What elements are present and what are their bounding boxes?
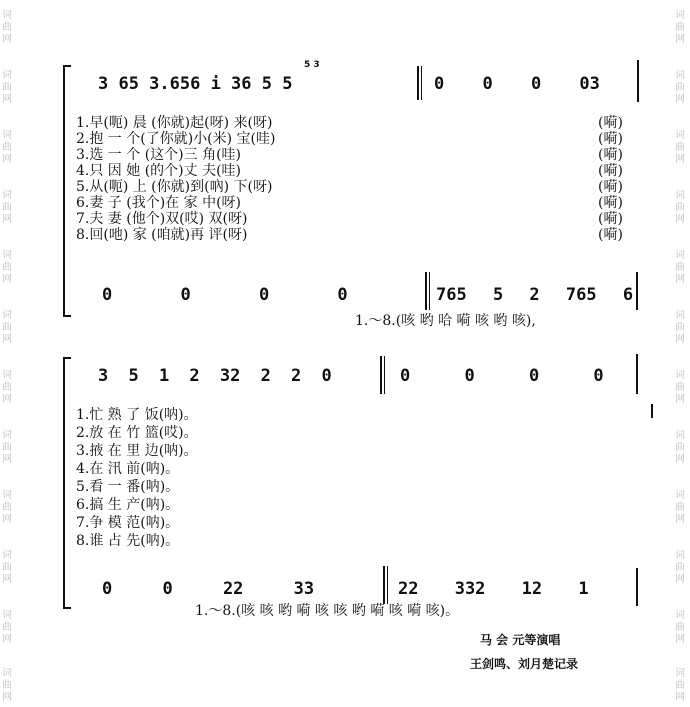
lyric-text: 搞 生 产(呐)。: [89, 497, 180, 513]
lyric-line: [76, 116, 272, 131]
verse-number: 2.: [76, 425, 90, 441]
verse-number: 5.: [76, 179, 90, 195]
watermark-right: 词曲网: [675, 310, 685, 345]
lyric-text: 争 模 范(呐)。: [89, 515, 180, 531]
lyric-line: [76, 228, 247, 243]
barline: [387, 566, 388, 604]
melody-line: 3 5 1 2 32 2 2 0: [98, 366, 332, 386]
verse-number: 3.: [76, 443, 90, 459]
verse-number: 4.: [76, 163, 90, 179]
watermark-right: 词曲网: [675, 10, 685, 45]
watermark-left: 词曲网: [2, 70, 12, 105]
lyric-text: 掖 在 里 边(呐)。: [89, 443, 198, 459]
lyric-text: 早(呃) 晨 (你就)起(呀) 来(呀): [89, 115, 273, 131]
watermark-right: 词曲网: [675, 668, 685, 703]
verse-number: 1.: [76, 115, 90, 131]
lyric-line: [76, 426, 198, 441]
watermark-left: 词曲网: [2, 668, 12, 703]
lyric-tail: (嗬): [598, 179, 623, 195]
chorus-melody: 0 0 22 33: [102, 579, 315, 599]
barline: [637, 60, 639, 102]
grace-note: 5 3: [304, 60, 320, 70]
lyric-tail: (嗬): [598, 227, 623, 243]
barline: [380, 356, 382, 394]
lyric-tail: (嗬): [598, 115, 623, 131]
lyric-line: [76, 480, 179, 495]
recorder-credit: 王剑鸣、刘月楚记录: [470, 657, 579, 671]
melody-line: 3 65 3.656 i 36 5 5: [98, 74, 293, 94]
barline: [383, 566, 385, 604]
watermark-right: 词曲网: [675, 490, 685, 525]
verse-number: 8.: [76, 227, 90, 243]
verse-number: 7.: [76, 515, 90, 531]
barline: [636, 272, 638, 310]
verse-number: 8.: [76, 533, 90, 549]
watermark-right: 词曲网: [675, 550, 685, 585]
barline: [429, 272, 430, 310]
singer-credit: 马 会 元等演唱: [480, 633, 561, 647]
watermark-left: 词曲网: [2, 190, 12, 225]
lyric-tail: (嗬): [598, 195, 623, 211]
system-bracket: [63, 65, 71, 317]
verse-number: 6.: [76, 195, 90, 211]
watermark-right: 词曲网: [675, 250, 685, 285]
lyric-text: 抱 一 个(了你就)小(米) 宝(哇): [89, 131, 276, 147]
watermark-right: 词曲网: [675, 70, 685, 105]
watermark-left: 词曲网: [2, 430, 12, 465]
watermark-right: 词曲网: [675, 370, 685, 405]
lyric-text: 从(呃) 上 (你就)到(吶) 下(呀): [89, 179, 273, 195]
watermark-left: 词曲网: [2, 130, 12, 165]
system-bracket: [63, 357, 71, 609]
watermark-left: 词曲网: [2, 10, 12, 45]
verse-number: 1.: [76, 407, 90, 423]
lyric-tail: (嗬): [598, 147, 623, 163]
chorus-melody-right: 22 332 12 1: [398, 579, 589, 599]
barline: [425, 272, 427, 310]
verse-number: 7.: [76, 211, 90, 227]
lyric-text: 夫 妻 (他个)双(哎) 双(呀): [89, 211, 248, 227]
verse-number: 2.: [76, 131, 90, 147]
watermark-right: 词曲网: [675, 430, 685, 465]
lyric-text: 放 在 竹 篮(哎)。: [89, 425, 198, 441]
watermark-left: 词曲网: [2, 550, 12, 585]
lyric-text: 在 汛 前(呐)。: [89, 461, 180, 477]
lyric-line: [76, 196, 241, 211]
lyric-text: 回(吔) 家 (咱就)再 评(呀): [89, 227, 248, 243]
lyric-line: [76, 132, 275, 147]
barline: [421, 66, 422, 100]
lyric-line: [76, 408, 198, 423]
chorus-lyric: 1.～8.(咳 咳 哟 嗬 咳 咳 哟 嗬 咳 嗬 咳)。: [195, 603, 460, 619]
chorus-lyric: 1.～8.(咳 哟 哈 嗬 咳 哟 咳),: [355, 313, 536, 329]
watermark-right: 词曲网: [675, 610, 685, 645]
melody-line-right: 0 0 0 0: [400, 366, 604, 386]
chorus-melody: 0 0 0 0: [102, 285, 348, 305]
barline: [651, 404, 653, 418]
chorus-melody-right: 765 5 2 765 6: [436, 285, 634, 305]
verse-number: 6.: [76, 497, 90, 513]
lyric-line: [76, 212, 247, 227]
verse-number: 3.: [76, 147, 90, 163]
barline: [417, 66, 419, 100]
watermark-right: 词曲网: [675, 190, 685, 225]
melody-line-right: 0 0 0 03: [434, 74, 600, 94]
watermark-left: 词曲网: [2, 490, 12, 525]
lyric-text: 谁 占 先(呐)。: [89, 533, 180, 549]
lyric-line: [76, 148, 241, 163]
lyric-line: [76, 180, 272, 195]
watermark-right: 词曲网: [675, 130, 685, 165]
barline: [636, 568, 638, 606]
lyric-text: 看 一 番(呐)。: [89, 479, 180, 495]
watermark-left: 词曲网: [2, 310, 12, 345]
barline: [384, 356, 385, 394]
lyric-tail: (嗬): [598, 131, 623, 147]
lyric-text: 妻 子 (我个)在 家 中(呀): [89, 195, 242, 211]
verse-number: 4.: [76, 461, 90, 477]
barline: [636, 354, 638, 394]
lyric-line: [76, 498, 179, 513]
lyric-text: 只 因 她 (的个)丈 夫(哇): [89, 163, 242, 179]
lyric-text: 选 一 个 (这个)三 角(哇): [89, 147, 242, 163]
lyric-line: [76, 164, 241, 179]
lyric-line: [76, 444, 198, 459]
watermark-left: 词曲网: [2, 250, 12, 285]
verse-number: 5.: [76, 479, 90, 495]
lyric-tail: (嗬): [598, 163, 623, 179]
lyric-line: [76, 462, 179, 477]
lyric-line: [76, 534, 179, 549]
lyric-text: 忙 熟 了 饭(呐)。: [89, 407, 198, 423]
watermark-left: 词曲网: [2, 370, 12, 405]
lyric-line: [76, 516, 179, 531]
lyric-tail: (嗬): [598, 211, 623, 227]
watermark-left: 词曲网: [2, 610, 12, 645]
